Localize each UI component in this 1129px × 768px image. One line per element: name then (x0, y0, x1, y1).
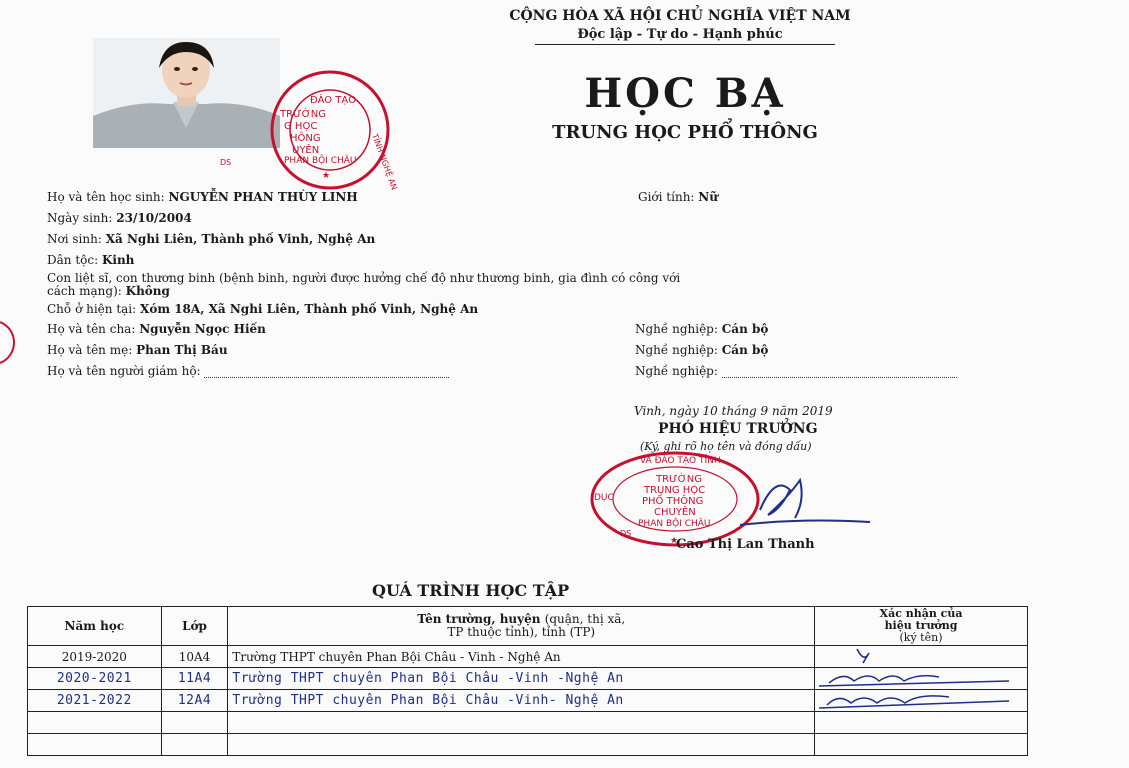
seal-bottom-name: PHAN BỘI CHÂU (638, 519, 711, 529)
header-confirm-2: hiệu trưởng (884, 619, 958, 632)
student-name-field (47, 190, 358, 204)
seal-bottom-line-2: TRUNG HỌC (644, 485, 706, 496)
mother-value: Phan Thị Báu (136, 343, 228, 357)
mother-label: Họ và tên mẹ: (47, 343, 133, 357)
guardian-blank (204, 377, 449, 378)
row-class: 10A4 (161, 646, 228, 668)
mother-job-field (635, 343, 768, 357)
seal-top-ring-top: ĐÀO TẠO (310, 95, 357, 106)
student-name-value: NGUYỄN PHAN THÙY LINH (168, 190, 358, 204)
gender-field (638, 190, 718, 204)
father-field (47, 322, 266, 336)
seal-bottom-ring-left: DỤC (594, 493, 614, 503)
signature-note: (Ký, ghi rõ họ tên và đóng dấu) (640, 440, 812, 453)
table-row (28, 734, 1028, 756)
mother-field (47, 343, 228, 357)
header-confirm-1: Xác nhận của (879, 607, 963, 620)
mother-job-label: Nghề nghiệp: (635, 343, 718, 357)
edge-stamp-fragment (0, 320, 16, 365)
row-year: 2019-2020 (28, 646, 162, 668)
guardian-job-blank (722, 377, 957, 378)
signer-name: Cao Thị Lan Thanh (676, 537, 815, 552)
row-year (28, 734, 162, 756)
row-confirm (815, 734, 1028, 756)
place-date: Vinh, ngày 10 tháng 9 năm 2019 (634, 404, 833, 418)
martyr-value: Không (125, 284, 170, 298)
header-school (228, 607, 815, 646)
confirm-signature (819, 647, 1009, 666)
gender-value: Nữ (698, 190, 718, 204)
document-title: HỌC BẠ (584, 70, 786, 117)
document-subtitle: TRUNG HỌC PHỔ THÔNG (552, 122, 818, 143)
residence-field (47, 302, 478, 316)
national-motto: Độc lập - Tự do - Hạnh phúc (577, 27, 783, 42)
birthplace-field (47, 232, 375, 246)
seal-bottom-ring-bottom: DS (620, 529, 632, 538)
seal-top-ring-right: TỈNH NGHỆ AN (370, 132, 399, 192)
row-class: 12A4 (161, 690, 228, 712)
row-confirm (815, 690, 1028, 712)
dob-field (47, 211, 192, 225)
row-year: 2021-2022 (28, 690, 162, 712)
guardian-job-label: Nghề nghiệp: (635, 364, 718, 378)
ethnic-value: Kinh (101, 253, 135, 267)
seal-top-line-2: G HỌC (284, 121, 318, 132)
seal-bottom-line-4: CHUYÊN (654, 507, 696, 518)
martyr-field-line1: Con liệt sĩ, con thương binh (bệnh binh, người được hưởng chế độ như thương binh, gia đình có công với (47, 271, 681, 285)
father-job-value: Cán bộ (721, 322, 769, 336)
table-row (28, 646, 1028, 668)
svg-text:★: ★ (322, 171, 331, 181)
row-confirm (815, 712, 1028, 734)
row-school: Trường THPT chuyên Phan Bội Châu -Vinh -Nghệ An (228, 668, 815, 690)
row-school (228, 734, 815, 756)
row-school: Trường THPT chuyên Phan Bội Châu - Vinh - Nghệ An (228, 646, 815, 668)
table-header-row (28, 607, 1028, 646)
martyr-field-line2 (47, 284, 170, 298)
dob-value: 23/10/2004 (116, 211, 192, 225)
signer-position: PHÓ HIỆU TRƯỞNG (658, 421, 818, 437)
header-confirm-3: (ký tên) (899, 631, 943, 644)
seal-bottom-ring-top: VÀ ĐÀO TẠO TỈNH (640, 456, 721, 466)
gender-label: Giới tính: (638, 190, 695, 204)
father-value: Nguyễn Ngọc Hiến (139, 322, 266, 336)
confirm-signature (819, 691, 1009, 710)
seal-top-line-4: UYÊN (292, 145, 320, 156)
ethnic-label: Dân tộc: (47, 253, 99, 267)
row-school (228, 712, 815, 734)
header-school-part2: TP thuộc tỉnh), tỉnh (TP) (447, 625, 596, 639)
birthplace-label: Nơi sinh: (47, 232, 102, 246)
row-confirm (815, 668, 1028, 690)
header-class: Lớp (161, 607, 228, 646)
study-history-table (27, 606, 1028, 756)
signature-handwriting (720, 470, 890, 535)
confirm-signature (819, 669, 1009, 688)
motto-underline (535, 44, 835, 45)
table-row (28, 712, 1028, 734)
seal-top-line-3: HÔNG (290, 133, 321, 144)
header-confirm (815, 607, 1028, 646)
martyr-label-2: cách mạng): (47, 284, 122, 298)
birthplace-value: Xã Nghi Liên, Thành phố Vinh, Nghệ An (105, 232, 376, 246)
row-school: Trường THPT chuyên Phan Bội Châu -Vinh- Nghệ An (228, 690, 815, 712)
seal-top-ring-left: DS (220, 158, 232, 167)
row-confirm (815, 646, 1028, 668)
svg-text:★: ★ (670, 536, 679, 546)
residence-value: Xóm 18A, Xã Nghi Liên, Thành phố Vinh, Nghệ An (140, 302, 479, 316)
seal-top-name: PHAN BỘI CHÂU (284, 156, 357, 166)
student-name-label: Họ và tên học sinh: (47, 190, 165, 204)
header-school-part1b: (quận, thị xã, (544, 612, 626, 626)
ethnic-field (47, 253, 134, 267)
row-class (161, 712, 228, 734)
school-seal-top (200, 85, 399, 192)
dob-label: Ngày sinh: (47, 211, 113, 225)
national-title: CỘNG HÒA XÃ HỘI CHỦ NGHĨA VIỆT NAM (509, 8, 851, 24)
table-row (28, 668, 1028, 690)
header-year: Năm học (28, 607, 162, 646)
row-class: 11A4 (161, 668, 228, 690)
seal-top-line-1: TRƯỜNG (280, 109, 326, 120)
row-year (28, 712, 162, 734)
mother-job-value: Cán bộ (721, 343, 769, 357)
father-label: Họ và tên cha: (47, 322, 136, 336)
history-title: QUÁ TRÌNH HỌC TẬP (372, 581, 570, 600)
header-school-part1: Tên trường, huyện (417, 612, 541, 626)
guardian-field (47, 364, 449, 378)
table-row (28, 690, 1028, 712)
seal-bottom-line-3: PHỔ THÔNG (642, 496, 704, 507)
father-job-label: Nghề nghiệp: (635, 322, 718, 336)
row-class (161, 734, 228, 756)
guardian-label: Họ và tên người giám hộ: (47, 364, 201, 378)
guardian-job-field (635, 364, 957, 378)
father-job-field (635, 322, 768, 336)
row-year: 2020-2021 (28, 668, 162, 690)
seal-bottom-line-1: TRƯỜNG (656, 474, 702, 485)
residence-label: Chỗ ở hiện tại: (47, 302, 137, 316)
